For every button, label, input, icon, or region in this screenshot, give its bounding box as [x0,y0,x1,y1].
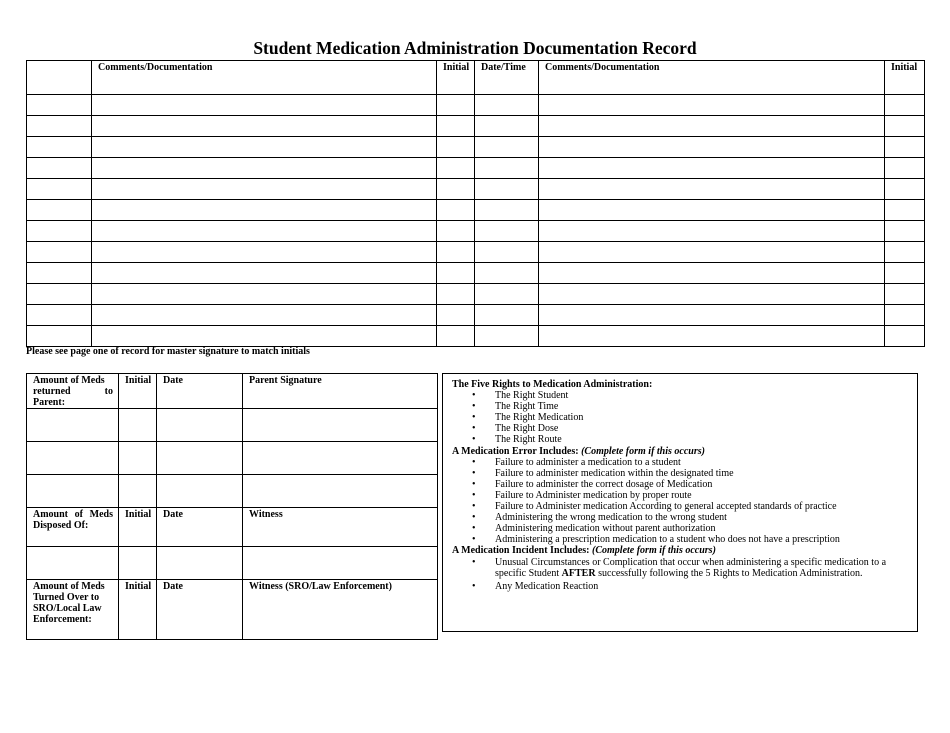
incident-item-text: Unusual Circumstances or Complication that occur when administering a specific medication to a specific Student [495,556,887,579]
log-cell[interactable] [885,263,925,284]
list-item [452,581,909,592]
log-cell[interactable] [27,116,92,137]
list-item-text: The Right Student [495,390,569,402]
log-cell[interactable] [885,179,925,200]
table-row [27,242,925,263]
log-cell[interactable] [475,242,539,263]
list-item-text: Administering the wrong medication to the wrong student [495,512,727,524]
blank-row [27,547,438,580]
medication-log-table [26,60,925,347]
blank-cell[interactable] [27,547,119,580]
bullet-icon: • [472,456,476,468]
log-cell[interactable] [539,158,885,179]
five-rights-list [452,390,909,445]
log-cell[interactable] [885,221,925,242]
witness-header: Witness [243,508,438,547]
meds-returned-label-line: Parent: [33,397,66,408]
table-row [27,179,925,200]
witness-sro-header: Witness (SRO/Law Enforcement) [243,580,438,640]
log-cell[interactable] [27,242,92,263]
master-signature-note: Please see page one of record for master signature to match initials [26,346,310,357]
meds-disposition-table [26,373,438,640]
log-cell[interactable] [475,305,539,326]
log-cell[interactable] [92,179,437,200]
log-cell[interactable] [92,263,437,284]
table-row [27,158,925,179]
blank-cell[interactable] [119,409,157,442]
log-cell[interactable] [885,326,925,347]
table-row [27,116,925,137]
log-cell[interactable] [437,242,475,263]
blank-cell[interactable] [119,442,157,475]
error-heading [452,446,909,457]
bullet-icon: • [472,556,476,568]
blank-cell[interactable] [27,442,119,475]
bullet-icon: • [472,489,476,501]
log-cell[interactable] [885,305,925,326]
log-cell[interactable] [27,137,92,158]
initial-header: Initial [119,508,157,547]
log-cell[interactable] [27,263,92,284]
meds-disposed-label-line: Disposed Of: [33,520,89,531]
log-cell[interactable] [539,284,885,305]
log-cell[interactable] [475,221,539,242]
list-item-text: Failure to Administer medication by proper route [495,489,692,501]
meds-disposed-row [27,508,438,547]
incident-heading-note: (Complete form if this occurs) [592,545,716,557]
log-cell[interactable] [437,179,475,200]
log-cell[interactable] [539,326,885,347]
log-cell[interactable] [885,116,925,137]
log-cell[interactable] [539,305,885,326]
list-item [452,434,909,445]
log-cell[interactable] [92,137,437,158]
blank-cell[interactable] [243,475,438,508]
table-row [27,284,925,305]
initial-header: Initial [119,374,157,409]
five-rights-heading: The Five Rights to Medication Administration: [452,379,653,390]
blank-cell[interactable] [27,475,119,508]
log-cell[interactable] [92,200,437,221]
log-cell[interactable] [27,179,92,200]
log-cell[interactable] [92,221,437,242]
log-header-cell: Comments/Documentation [539,61,885,95]
meds-returned-label-line: returned to [33,386,113,397]
parent-signature-header: Parent Signature [243,374,438,409]
table-row [27,305,925,326]
log-cell[interactable] [92,284,437,305]
initial-header: Initial [119,580,157,640]
log-cell[interactable] [885,284,925,305]
log-cell[interactable] [475,263,539,284]
table-row [27,326,925,347]
incident-heading [452,545,909,556]
bullet-icon: • [472,501,476,513]
list-item-text: Failure to administer the correct dosage of Medication [495,478,713,490]
list-item-text: Administering a prescription medication to a student who does not have a prescription [495,534,840,546]
list-item [452,512,909,523]
blank-cell[interactable] [243,409,438,442]
log-cell[interactable] [885,95,925,116]
log-cell[interactable] [475,200,539,221]
table-row [27,263,925,284]
bullet-icon: • [472,580,476,592]
blank-cell[interactable] [157,547,243,580]
log-cell[interactable] [475,137,539,158]
incident-item-text: successfully following the 5 Rights to Medication Administration. [595,567,863,579]
log-cell[interactable] [92,326,437,347]
meds-returned-row [27,374,438,409]
log-header-row [27,61,925,95]
log-cell[interactable] [539,242,885,263]
log-cell[interactable] [437,95,475,116]
medication-error-list [452,457,909,546]
log-cell[interactable] [92,158,437,179]
blank-cell[interactable] [157,442,243,475]
log-cell[interactable] [475,179,539,200]
list-item [452,390,909,401]
meds-turned-over-label: Amount of Meds Turned Over to SRO/Local Law Enforcement: [27,580,119,640]
error-heading-text: A Medication Error Includes: [452,445,582,457]
table-row [27,221,925,242]
blank-cell[interactable] [157,409,243,442]
log-cell[interactable] [437,326,475,347]
log-cell[interactable] [885,200,925,221]
log-cell[interactable] [437,263,475,284]
log-cell[interactable] [437,200,475,221]
bullet-icon: • [472,478,476,490]
log-header-cell [27,61,92,95]
log-cell[interactable] [539,116,885,137]
log-cell[interactable] [92,95,437,116]
log-cell[interactable] [475,284,539,305]
list-item [452,479,909,490]
bullet-icon: • [472,467,476,479]
bullet-icon: • [472,401,476,413]
blank-cell[interactable] [243,547,438,580]
log-cell[interactable] [437,137,475,158]
list-item [452,501,909,512]
log-cell[interactable] [539,137,885,158]
blank-cell[interactable] [243,442,438,475]
blank-row [27,475,438,508]
log-cell[interactable] [475,326,539,347]
list-item [452,412,909,423]
list-item-text: Failure to administer a medication to a student [495,456,681,468]
blank-row [27,409,438,442]
log-cell[interactable] [437,284,475,305]
blank-cell[interactable] [119,547,157,580]
log-cell[interactable] [539,95,885,116]
blank-cell[interactable] [119,475,157,508]
log-cell[interactable] [27,158,92,179]
list-item-text: The Right Route [495,434,562,446]
list-item-text: Failure to Administer medication According to general accepted standards of practice [495,501,837,513]
table-row [27,95,925,116]
medication-incident-list [452,557,909,592]
list-item [452,401,909,412]
meds-returned-label-line: Amount of Meds [33,375,105,386]
log-body [27,95,925,347]
list-item-text: The Right Time [495,401,559,413]
log-cell[interactable] [27,326,92,347]
log-cell[interactable] [539,263,885,284]
log-cell[interactable] [885,242,925,263]
meds-disposed-label [27,508,119,547]
form-title: Student Medication Administration Documentation Record [253,38,697,58]
blank-cell[interactable] [157,475,243,508]
log-cell[interactable] [885,137,925,158]
list-item-text: Administering medication without parent authorization [495,523,716,535]
log-cell[interactable] [27,284,92,305]
bullet-icon: • [472,390,476,402]
list-item [452,534,909,545]
log-header-cell: Initial [885,61,925,95]
meds-turned-over-row [27,580,438,640]
log-cell[interactable] [475,116,539,137]
meds-disposed-label-line: Amount of Meds [33,509,113,520]
log-cell[interactable] [27,221,92,242]
log-cell[interactable] [437,116,475,137]
log-cell[interactable] [539,179,885,200]
blank-cell[interactable] [27,409,119,442]
date-header: Date [157,580,243,640]
list-item [452,457,909,468]
bullet-icon: • [472,523,476,535]
log-cell[interactable] [475,95,539,116]
list-item [452,468,909,479]
log-cell[interactable] [27,305,92,326]
log-header-cell: Initial [437,61,475,95]
log-cell[interactable] [437,158,475,179]
incident-item-emphasis: AFTER [561,567,596,579]
table-row [27,137,925,158]
log-header-cell: Comments/Documentation [92,61,437,95]
error-heading-note: (Complete form if this occurs) [581,445,705,457]
list-item [452,523,909,534]
bullet-icon: • [472,423,476,435]
log-cell[interactable] [885,158,925,179]
log-cell[interactable] [539,221,885,242]
table-row [27,200,925,221]
log-cell[interactable] [437,221,475,242]
log-cell[interactable] [437,305,475,326]
meds-returned-label [27,374,119,409]
incident-heading-text: A Medication Incident Includes: [452,545,593,557]
list-item [452,490,909,501]
list-item [452,423,909,434]
list-item-text: Failure to administer medication within the designated time [495,467,734,479]
incident-item-text: Any Medication Reaction [495,580,599,592]
log-header-cell: Date/Time [475,61,539,95]
list-item-text: The Right Medication [495,412,584,424]
log-cell[interactable] [92,116,437,137]
log-cell[interactable] [92,305,437,326]
bullet-icon: • [472,412,476,424]
medication-rights-info-box [442,373,918,632]
log-cell[interactable] [27,200,92,221]
log-cell[interactable] [27,95,92,116]
log-cell[interactable] [475,158,539,179]
date-header: Date [157,374,243,409]
log-cell[interactable] [92,242,437,263]
date-header: Date [157,508,243,547]
bullet-icon: • [472,534,476,546]
list-item-text: The Right Dose [495,423,559,435]
list-item [452,557,909,579]
blank-row [27,442,438,475]
bullet-icon: • [472,512,476,524]
log-cell[interactable] [539,200,885,221]
bullet-icon: • [472,434,476,446]
